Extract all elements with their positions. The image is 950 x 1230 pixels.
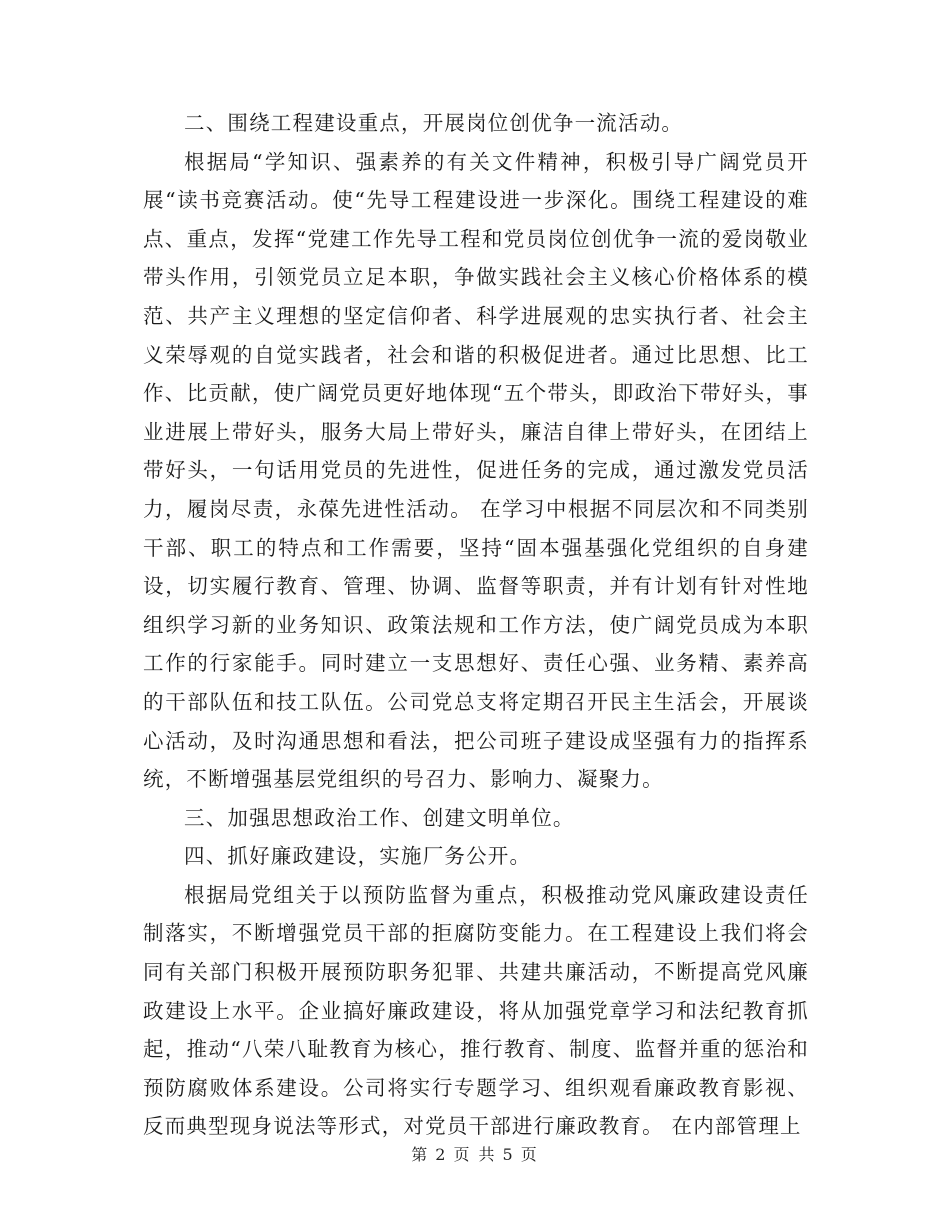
page-footer: [0, 1142, 950, 1165]
footer-total-pages: 5: [502, 1145, 515, 1164]
body-paragraph: 根据局“学知识、强素养的有关文件精神，积极引导广阔党员开展“读书竞赛活动。使“先导工程建设进一步深化。围绕工程建设的难点、重点，发挥“党建工作先导工程和党员岗位创优争一流的爱岗敬业带头作用，引领党员立足本职，争做实践社会主义核心价格体系的模范、共产主义理想的坚定信仰者、科学进展观的忠实执行者、社会主义荣辱观的自觉实践者，社会和谐的积极促进者。通过比思想、比工作、比贡献，使广阔党员更好地体现“五个带头，即政治下带好头，事业进展上带好头，服务大局上带好头，廉洁自律上带好头，在团结上带好头，一句话用党员的先进性，促进任务的完成，通过激发党员活力，履岗尽责，永葆先进性活动。 在学习中根据不同层次和不同类别干部、职工的特点和工作需要，坚持“固本强基强化党组织的自身建设，切实履行教育、管理、协调、监督等职责，并有计划有针对性地组织学习新的业务知识、政策法规和工作方法，使广阔党员成为本职工作的行家能手。同时建立一支思想好、责任心强、业务精、素养高的干部队伍和技工队伍。公司党总支将定期召开民主生活会，开展谈心活动，及时沟通思想和看法，把公司班子建设成坚强有力的指挥系统，不断增强基层党组织的号召力、影响力、凝聚力。: [143, 149, 809, 792]
body-paragraph: 根据局党组关于以预防监督为重点，积极推动党风廉政建设责任制落实，不断增强党员干部的拒腐防变能力。在工程建设上我们将会同有关部门积极开展预防职务犯罪、共建共廉活动，不断提高党风廉政建设上水平。企业搞好廉政建设，将从加强党章学习和法纪教育抓起，推动“八荣八耻教育为核心，推行教育、制度、监督并重的惩治和预防腐败体系建设。公司将实行专题学习、组织观看廉政教育影视、反而典型现身说法等形式，对党员干部进行廉政教育。 在内部管理上: [143, 882, 809, 1139]
section-heading-3: 三、加强思想政治工作、创建文明单位。: [184, 805, 575, 830]
footer-suffix: 页: [520, 1145, 539, 1164]
footer-page-number: 2: [435, 1145, 448, 1164]
section-heading-2: 二、围绕工程建设重点，开展岗位创优争一流活动。: [184, 111, 684, 135]
document-page: [143, 104, 809, 1146]
section-heading-4: 四、抓好廉政建设，实施厂务公开。: [184, 844, 532, 869]
footer-middle: 页 共: [453, 1145, 497, 1164]
footer-prefix: 第: [411, 1145, 430, 1164]
